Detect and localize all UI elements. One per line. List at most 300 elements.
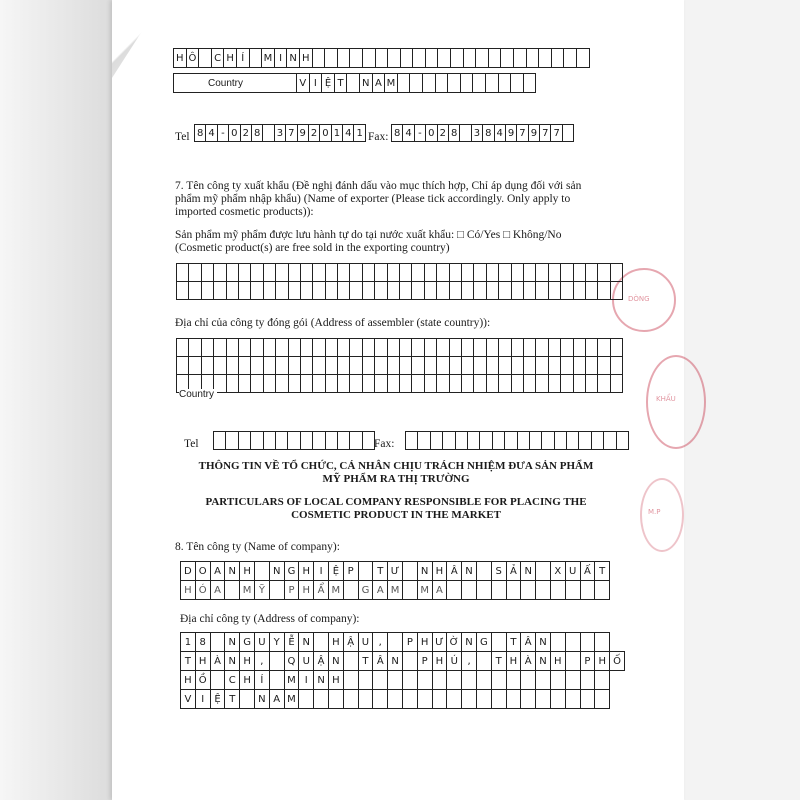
grid-cell xyxy=(491,581,506,600)
grid-cell xyxy=(199,49,212,68)
grid-cell xyxy=(276,282,288,300)
grid-cell xyxy=(550,581,565,600)
grid-cell: Ẩ xyxy=(314,581,329,600)
grid-cell xyxy=(288,264,300,282)
tel-label-2: Tel xyxy=(184,438,199,450)
grid-cell xyxy=(499,357,511,375)
grid-cell xyxy=(604,432,616,450)
grid-cell xyxy=(362,357,374,375)
tel-label: Tel xyxy=(175,131,190,143)
grid-cell: P xyxy=(402,633,417,652)
grid-cell: H xyxy=(195,652,210,671)
grid-cell xyxy=(474,339,486,357)
grid-cell xyxy=(388,671,403,690)
grid-cell xyxy=(189,264,201,282)
grid-cell: Ờ xyxy=(447,633,462,652)
grid-cell xyxy=(251,432,263,450)
grid-cell xyxy=(462,671,477,690)
grid-cell xyxy=(486,357,498,375)
grid-cell: Í xyxy=(236,49,249,68)
grid-cell xyxy=(499,375,511,393)
grid-cell: T xyxy=(334,74,347,93)
grid-cell: X xyxy=(550,562,565,581)
grid-cell: 8 xyxy=(195,633,210,652)
grid-cell xyxy=(610,282,622,300)
grid-cell xyxy=(564,49,577,68)
grid-cell xyxy=(561,339,573,357)
grid-cell xyxy=(476,652,491,671)
grid-cell xyxy=(492,432,504,450)
grid-cell: T xyxy=(373,562,388,581)
grid-cell xyxy=(561,282,573,300)
city-grid xyxy=(173,48,590,68)
grid-cell xyxy=(350,282,362,300)
grid-cell xyxy=(263,125,274,142)
grid-cell xyxy=(511,357,523,375)
grid-cell xyxy=(313,264,325,282)
grid-cell: H xyxy=(328,633,343,652)
grid-cell: O xyxy=(195,562,210,581)
grid-cell xyxy=(488,49,501,68)
grid-cell: M xyxy=(240,581,255,600)
grid-cell xyxy=(387,375,399,393)
grid-cell xyxy=(432,690,447,709)
grid-cell xyxy=(577,49,590,68)
grid-cell xyxy=(400,339,412,357)
grid-cell xyxy=(226,339,238,357)
grid-cell: A xyxy=(373,581,388,600)
grid-cell xyxy=(288,339,300,357)
grid-cell xyxy=(461,375,473,393)
stamp-text: DÒNG xyxy=(628,295,650,303)
grid-cell: M xyxy=(328,581,343,600)
stamp-seal-icon xyxy=(646,355,706,449)
grid-cell: Ỹ xyxy=(254,581,269,600)
grid-cell xyxy=(461,339,473,357)
grid-cell: , xyxy=(462,652,477,671)
grid-cell xyxy=(269,581,284,600)
grid-cell: T xyxy=(595,562,610,581)
grid-cell: N xyxy=(225,562,240,581)
grid-cell: A xyxy=(210,562,225,581)
grid-cell: N xyxy=(225,652,240,671)
grid-cell: N xyxy=(269,562,284,581)
grid-cell xyxy=(536,282,548,300)
grid-cell xyxy=(263,282,275,300)
grid-cell xyxy=(251,282,263,300)
grid-cell xyxy=(313,357,325,375)
grid-cell: N xyxy=(462,562,477,581)
grid-cell xyxy=(400,375,412,393)
grid-cell: 8 xyxy=(483,125,494,142)
grid-cell xyxy=(462,581,477,600)
grid-cell xyxy=(177,339,189,357)
grid-cell: 4 xyxy=(206,125,217,142)
grid-cell: C xyxy=(225,671,240,690)
grid-cell xyxy=(388,690,403,709)
grid-cell: A xyxy=(432,581,447,600)
grid-cell xyxy=(362,339,374,357)
grid-cell xyxy=(437,282,449,300)
grid-cell xyxy=(358,671,373,690)
grid-cell: G xyxy=(240,633,255,652)
grid-cell: , xyxy=(373,633,388,652)
grid-cell xyxy=(573,282,585,300)
grid-cell xyxy=(251,357,263,375)
grid-cell xyxy=(300,282,312,300)
grid-cell xyxy=(238,339,250,357)
grid-cell: I xyxy=(274,49,287,68)
grid-cell: T xyxy=(358,652,373,671)
grid-cell xyxy=(413,49,426,68)
grid-cell xyxy=(595,690,610,709)
grid-cell: À xyxy=(521,652,536,671)
fax-label: Fax: xyxy=(368,131,389,143)
grid-cell xyxy=(598,264,610,282)
grid-cell: H xyxy=(240,652,255,671)
grid-cell xyxy=(548,375,560,393)
grid-cell xyxy=(214,282,226,300)
grid-cell: Ậ xyxy=(343,633,358,652)
grid-cell xyxy=(263,264,275,282)
grid-cell: D xyxy=(181,562,196,581)
grid-cell: A xyxy=(372,74,385,93)
grid-cell xyxy=(350,357,362,375)
grid-cell xyxy=(501,49,514,68)
grid-cell xyxy=(447,671,462,690)
grid-cell xyxy=(511,375,523,393)
grid-cell xyxy=(536,671,551,690)
grid-cell xyxy=(400,357,412,375)
grid-cell: H xyxy=(299,562,314,581)
grid-cell xyxy=(276,357,288,375)
exporter-grid[interactable] xyxy=(176,263,623,300)
grid-cell xyxy=(387,264,399,282)
grid-cell xyxy=(591,432,603,450)
tel-grid-2[interactable] xyxy=(213,431,375,450)
grid-cell: U xyxy=(358,633,373,652)
grid-cell xyxy=(567,432,579,450)
grid-cell: 7 xyxy=(286,125,297,142)
grid-cell xyxy=(387,357,399,375)
page-shadow-left xyxy=(0,0,112,800)
grid-cell: U xyxy=(565,562,580,581)
grid-cell xyxy=(561,357,573,375)
grid-cell xyxy=(536,690,551,709)
grid-cell xyxy=(598,357,610,375)
grid-cell xyxy=(276,375,288,393)
grid-cell xyxy=(565,581,580,600)
grid-cell xyxy=(300,339,312,357)
grid-cell xyxy=(511,74,524,93)
grid-cell xyxy=(422,74,435,93)
section7-title-line2: phẩm mỹ phẩm nhập khẩu) (Name of exporter (Please tick accordingly. Only apply to xyxy=(175,193,571,205)
grid-cell xyxy=(565,671,580,690)
tel-grid xyxy=(194,124,366,142)
free-sale-note: (Cosmetic product(s) are free sold in the exporting country) xyxy=(175,242,450,254)
grid-cell xyxy=(476,49,489,68)
grid-cell: 9 xyxy=(297,125,308,142)
grid-cell: Â xyxy=(373,652,388,671)
grid-cell xyxy=(517,432,529,450)
grid-cell xyxy=(529,432,541,450)
grid-cell xyxy=(350,375,362,393)
grid-cell xyxy=(536,264,548,282)
grid-cell xyxy=(499,339,511,357)
grid-cell xyxy=(314,633,329,652)
grid-cell: N xyxy=(287,49,300,68)
grid-cell xyxy=(314,690,329,709)
grid-cell xyxy=(554,432,566,450)
grid-cell xyxy=(201,264,213,282)
fax-grid xyxy=(391,124,574,142)
grid-cell xyxy=(595,633,610,652)
grid-cell: N xyxy=(417,562,432,581)
grid-cell xyxy=(580,633,595,652)
grid-cell: 8 xyxy=(448,125,459,142)
grid-cell xyxy=(432,671,447,690)
grid-cell: P xyxy=(343,562,358,581)
grid-cell xyxy=(362,282,374,300)
grid-cell: C xyxy=(211,49,224,68)
grid-cell xyxy=(526,49,539,68)
grid-cell xyxy=(474,264,486,282)
company-address-label: Địa chỉ công ty (Address of company): xyxy=(180,613,360,625)
grid-cell xyxy=(565,652,580,671)
company-address-grid xyxy=(180,632,625,709)
grid-cell xyxy=(455,432,467,450)
grid-cell xyxy=(347,74,360,93)
grid-cell xyxy=(300,375,312,393)
grid-cell xyxy=(338,339,350,357)
grid-cell: P xyxy=(417,652,432,671)
grid-cell xyxy=(412,357,424,375)
grid-cell xyxy=(338,375,350,393)
grid-cell: N xyxy=(462,633,477,652)
grid-cell xyxy=(288,357,300,375)
grid-cell xyxy=(523,282,535,300)
grid-cell: H xyxy=(328,671,343,690)
grid-cell xyxy=(476,562,491,581)
grid-cell xyxy=(373,690,388,709)
assembler-label: Địa chỉ của công ty đóng gói (Address of assembler (state country)): xyxy=(175,317,491,329)
grid-cell xyxy=(177,282,189,300)
grid-cell xyxy=(276,339,288,357)
grid-cell xyxy=(460,125,471,142)
grid-cell xyxy=(565,633,580,652)
grid-cell xyxy=(437,375,449,393)
grid-cell: Q xyxy=(284,652,299,671)
grid-cell xyxy=(449,264,461,282)
grid-cell xyxy=(387,339,399,357)
local-company-heading-en: PARTICULARS OF LOCAL COMPANY RESPONSIBLE FOR PLACING THE xyxy=(205,496,587,508)
grid-cell: Ư xyxy=(432,633,447,652)
grid-cell xyxy=(300,432,312,450)
grid-cell: I xyxy=(299,671,314,690)
grid-cell xyxy=(491,671,506,690)
grid-cell: 2 xyxy=(240,125,251,142)
grid-cell: I xyxy=(195,690,210,709)
grid-cell xyxy=(424,282,436,300)
grid-cell xyxy=(437,339,449,357)
grid-cell xyxy=(448,74,461,93)
fax-grid-2[interactable] xyxy=(405,431,629,450)
grid-cell: I xyxy=(314,562,329,581)
grid-cell: Y xyxy=(269,633,284,652)
grid-cell xyxy=(288,282,300,300)
grid-cell xyxy=(461,357,473,375)
grid-cell: 0 xyxy=(426,125,437,142)
grid-cell xyxy=(313,432,325,450)
local-company-heading-vi-2: MỸ PHẨM RA THỊ TRƯỜNG xyxy=(322,473,470,485)
grid-cell xyxy=(463,49,476,68)
grid-cell: N xyxy=(254,690,269,709)
grid-cell: Ó xyxy=(195,581,210,600)
grid-cell xyxy=(447,690,462,709)
grid-cell xyxy=(511,282,523,300)
grid-cell xyxy=(616,432,628,450)
grid-cell xyxy=(447,581,462,600)
grid-cell xyxy=(210,633,225,652)
grid-cell xyxy=(499,264,511,282)
grid-cell xyxy=(539,49,552,68)
grid-cell xyxy=(238,282,250,300)
grid-cell xyxy=(412,339,424,357)
grid-cell xyxy=(388,49,401,68)
grid-cell: Â xyxy=(521,633,536,652)
grid-cell xyxy=(585,339,597,357)
grid-cell: M xyxy=(385,74,398,93)
grid-cell: M xyxy=(284,690,299,709)
grid-cell xyxy=(325,339,337,357)
grid-cell xyxy=(523,264,535,282)
grid-cell xyxy=(486,339,498,357)
grid-cell xyxy=(548,264,560,282)
grid-cell xyxy=(375,282,387,300)
grid-cell xyxy=(499,282,511,300)
grid-cell xyxy=(325,432,337,450)
grid-cell xyxy=(238,357,250,375)
grid-cell xyxy=(536,375,548,393)
grid-cell xyxy=(424,357,436,375)
grid-cell xyxy=(424,264,436,282)
grid-cell xyxy=(476,671,491,690)
grid-cell xyxy=(585,375,597,393)
grid-cell: H xyxy=(174,49,187,68)
grid-cell: T xyxy=(225,690,240,709)
grid-cell: 1 xyxy=(331,125,342,142)
grid-cell xyxy=(548,282,560,300)
grid-cell xyxy=(521,690,536,709)
grid-cell: T xyxy=(181,652,196,671)
grid-cell xyxy=(325,357,337,375)
grid-cell: 7 xyxy=(551,125,562,142)
grid-cell xyxy=(214,432,226,450)
grid-cell xyxy=(325,375,337,393)
grid-cell xyxy=(437,357,449,375)
grid-cell xyxy=(362,432,374,450)
assembler-country-label: Country xyxy=(179,389,217,400)
grid-cell: H xyxy=(240,671,255,690)
grid-cell: Ả xyxy=(506,562,521,581)
grid-cell xyxy=(226,264,238,282)
grid-cell: M xyxy=(284,671,299,690)
grid-cell xyxy=(561,375,573,393)
grid-cell xyxy=(610,357,622,375)
grid-cell xyxy=(338,264,350,282)
grid-cell xyxy=(435,74,448,93)
assembler-grid[interactable] xyxy=(176,338,623,393)
grid-cell: 0 xyxy=(229,125,240,142)
grid-cell xyxy=(338,282,350,300)
grid-cell xyxy=(580,671,595,690)
grid-cell xyxy=(375,49,388,68)
grid-cell xyxy=(548,357,560,375)
grid-cell xyxy=(337,49,350,68)
grid-cell xyxy=(201,357,213,375)
grid-cell: - xyxy=(217,125,228,142)
grid-cell xyxy=(523,357,535,375)
grid-cell xyxy=(325,49,338,68)
grid-cell xyxy=(300,357,312,375)
grid-cell xyxy=(313,339,325,357)
grid-cell xyxy=(406,432,418,450)
grid-cell: H xyxy=(181,581,196,600)
grid-cell: 7 xyxy=(540,125,551,142)
grid-cell: Ú xyxy=(447,652,462,671)
grid-cell xyxy=(595,671,610,690)
grid-cell xyxy=(400,282,412,300)
grid-cell: H xyxy=(299,581,314,600)
grid-cell xyxy=(240,690,255,709)
grid-cell xyxy=(610,264,622,282)
grid-cell xyxy=(480,432,492,450)
free-sale-question: Sản phẩm mỹ phẩm được lưu hành tự do tại nước xuất khẩu: □ Có/Yes □ Không/No xyxy=(175,229,562,241)
company-name-grid xyxy=(180,561,610,600)
grid-cell xyxy=(343,671,358,690)
grid-cell xyxy=(417,671,432,690)
grid-cell xyxy=(521,581,536,600)
country-label: Country xyxy=(208,78,244,89)
grid-cell xyxy=(226,432,238,450)
grid-cell: P xyxy=(284,581,299,600)
grid-cell: H xyxy=(181,671,196,690)
grid-cell xyxy=(402,690,417,709)
grid-cell xyxy=(474,282,486,300)
grid-cell xyxy=(610,375,622,393)
grid-cell xyxy=(249,49,262,68)
grid-cell: 4 xyxy=(403,125,414,142)
local-company-heading-en-2: COSMETIC PRODUCT IN THE MARKET xyxy=(291,509,501,521)
grid-cell xyxy=(387,282,399,300)
grid-cell xyxy=(486,375,498,393)
grid-cell xyxy=(263,375,275,393)
grid-cell xyxy=(343,652,358,671)
grid-cell xyxy=(536,357,548,375)
grid-cell xyxy=(449,282,461,300)
grid-cell xyxy=(238,375,250,393)
grid-cell xyxy=(610,339,622,357)
grid-cell xyxy=(424,375,436,393)
grid-cell xyxy=(226,357,238,375)
grid-cell: T xyxy=(506,633,521,652)
grid-cell xyxy=(443,432,455,450)
grid-cell: 1 xyxy=(354,125,365,142)
grid-cell: M xyxy=(388,581,403,600)
grid-cell: N xyxy=(314,671,329,690)
grid-cell xyxy=(548,339,560,357)
grid-cell xyxy=(402,581,417,600)
